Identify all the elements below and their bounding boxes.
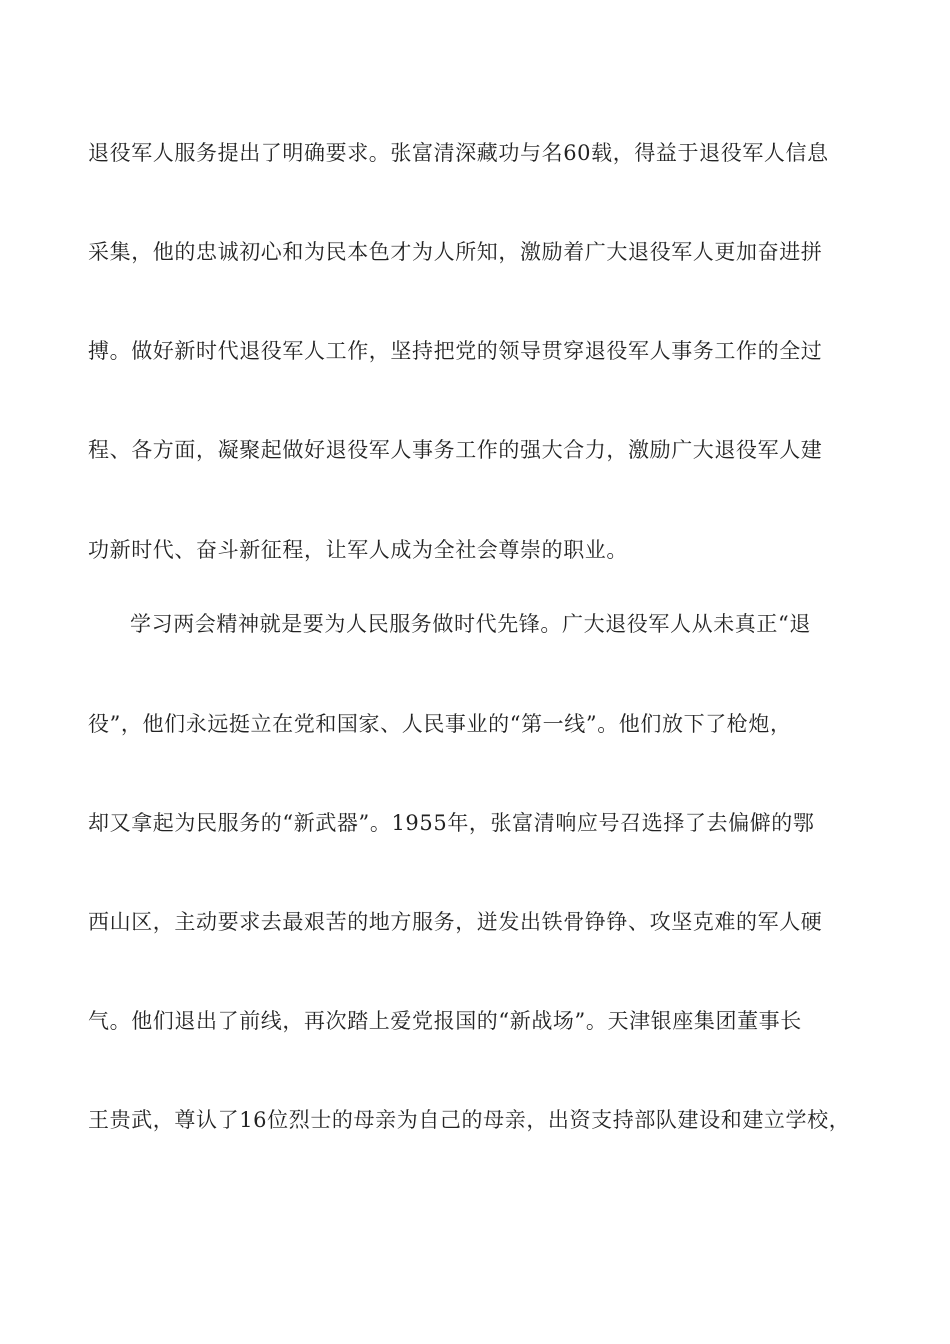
paragraph-line: 却又拿起为民服务的“新武器”。1955年，张富清响应号召选择了去偏僻的鄂 [88,811,815,835]
paragraph-first-line: 学习两会精神就是要为人民服务做时代先锋。广大退役军人从未真正“退 [130,612,811,636]
paragraph-line: 王贵武，尊认了16位烈士的母亲为自己的母亲，出资支持部队建设和建立学校， [88,1108,851,1132]
paragraph-line: 役”，他们永远挺立在党和国家、人民事业的“第一线”。他们放下了枪炮， [88,712,792,736]
paragraph-line: 西山区，主动要求去最艰苦的地方服务，迸发出铁骨铮铮、攻坚克难的军人硬 [88,910,823,934]
paragraph-line: 退役军人服务提出了明确要求。张富清深藏功与名60载，得益于退役军人信息 [88,141,829,165]
paragraph-line: 程、各方面，凝聚起做好退役军人事务工作的强大合力，激励广大退役军人建 [88,438,823,462]
paragraph-line: 搏。做好新时代退役军人工作，坚持把党的领导贯穿退役军人事务工作的全过 [88,339,823,363]
paragraph-line: 功新时代、奋斗新征程，让军人成为全社会尊崇的职业。 [88,538,628,562]
paragraph-line: 气。他们退出了前线，再次踏上爱党报国的“新战场”。天津银座集团董事长 [88,1009,802,1033]
paragraph-line: 采集，他的忠诚初心和为民本色才为人所知，激励着广大退役军人更加奋进拼 [88,240,823,264]
